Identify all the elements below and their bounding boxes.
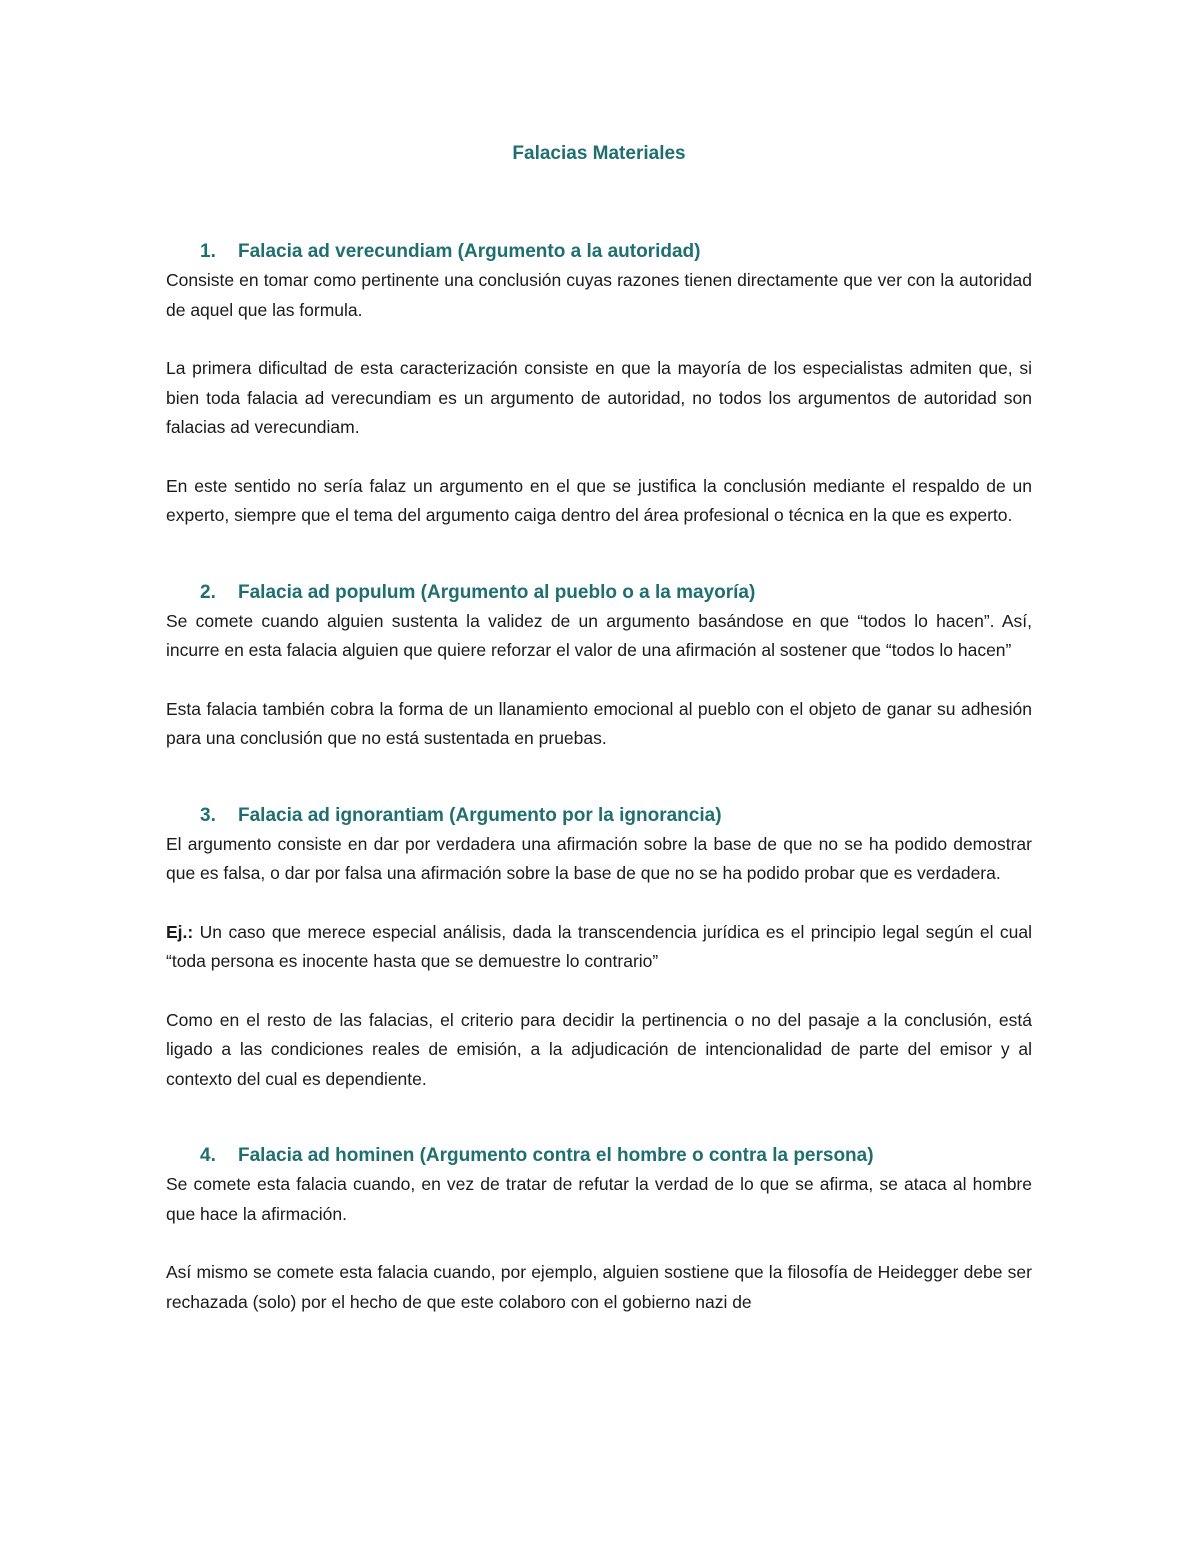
section-ad-populum (166, 579, 1032, 754)
paragraph: Así mismo se comete esta falacia cuando, por ejemplo, alguien sostiene que la filosofía de Heidegger debe ser rechazada (solo) por el hecho de que este colaboro con el gobierno nazi de (166, 1262, 1032, 1312)
section-heading (166, 238, 1032, 266)
paragraph: Consiste en tomar como pertinente una conclusión cuyas razones tienen directamente que ver con la autoridad de aquel que las formula. (166, 270, 1032, 320)
section-heading-text: Falacia ad ignorantiam (Argumento por la ignorancia) (238, 804, 722, 826)
document-title: Falacias Materiales (512, 143, 686, 164)
paragraph: Se comete cuando alguien sustenta la validez de un argumento basándose en que “todos lo hacen”. Así, incurre en esta falacia alguien que quiere reforzar el valor de una afirmación al sostener que “todos lo hacen” (166, 610, 1032, 660)
example-paragraph (166, 918, 1032, 977)
document-page (166, 140, 1032, 1317)
section-heading (166, 802, 1032, 830)
section-heading (166, 1142, 1032, 1170)
section-heading (166, 579, 1032, 607)
section-number: 4. (200, 1145, 216, 1166)
section-ad-verecundiam (166, 238, 1032, 531)
example-text: Un caso que merece especial análisis, dada la transcendencia jurídica es el principio legal según el cual “toda persona es inocente hasta que se demuestre lo contrario” (166, 921, 1032, 971)
paragraph: Como en el resto de las falacias, el criterio para decidir la pertinencia o no del pasaje a la conclusión, está ligado a las condiciones reales de emisión, a la adjudicación de intencionalidad de parte del emisor y al contexto del cual es dependiente. (166, 1009, 1032, 1089)
example-lead: Ej.: (166, 921, 194, 942)
section-ad-ignorantiam (166, 802, 1032, 1095)
section-heading-text: Falacia ad verecundiam (Argumento a la autoridad) (238, 241, 701, 262)
paragraph: En este sentido no sería falaz un argumento en el que se justifica la conclusión mediante el respaldo de un experto, siempre que el tema del argumento caiga dentro del área profesional o técnica en la que es experto. (166, 475, 1032, 525)
section-number: 1. (200, 241, 216, 262)
section-ad-hominen (166, 1142, 1032, 1317)
paragraph: Se comete esta falacia cuando, en vez de tratar de refutar la verdad de lo que se afirma, se ataca al hombre que hace la afirmación. (166, 1174, 1032, 1224)
paragraph: La primera dificultad de esta caracterización consiste en que la mayoría de los especialistas admiten que, si bien toda falacia ad verecundiam es un argumento de autoridad, no todos los argumentos de autoridad son falacias ad verecundiam. (166, 358, 1032, 437)
section-heading-text: Falacia ad hominen (Argumento contra el hombre o contra la persona) (238, 1145, 874, 1166)
section-heading-text: Falacia ad populum (Argumento al pueblo o a la mayoría) (238, 581, 756, 603)
paragraph: Esta falacia también cobra la forma de un llanamiento emocional al pueblo con el objeto de ganar su adhesión para una conclusión que no está sustentada en pruebas. (166, 698, 1032, 748)
section-number: 2. (200, 581, 216, 603)
section-number: 3. (200, 804, 216, 826)
paragraph: El argumento consiste en dar por verdadera una afirmación sobre la base de que no se ha podido demostrar que es falsa, o dar por falsa una afirmación sobre la base de que no se ha podido probar que es verdadera. (166, 833, 1032, 883)
